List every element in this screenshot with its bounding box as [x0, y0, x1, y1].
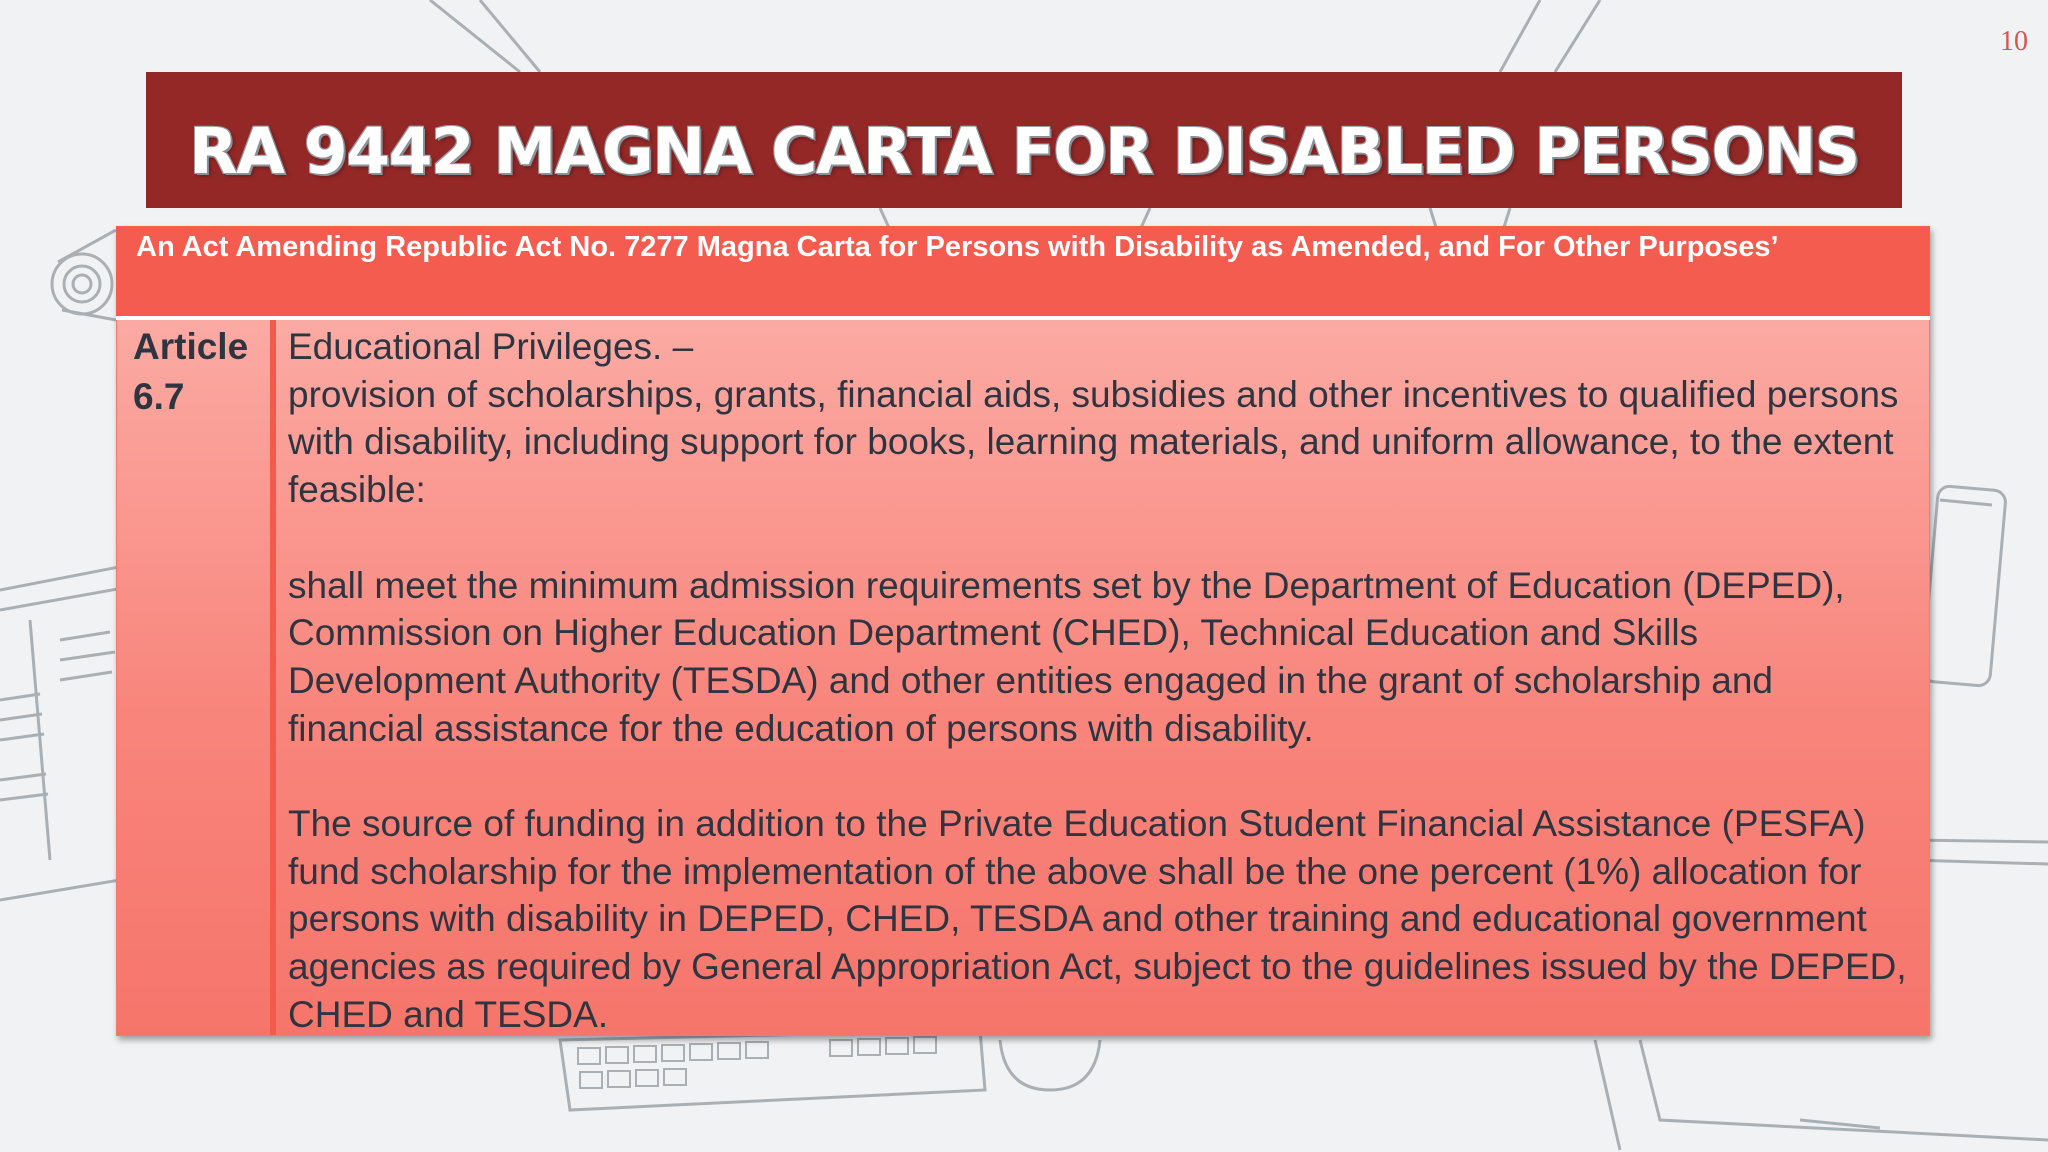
content-cell [288, 320, 1918, 1039]
content-paragraph-3: The source of funding in addition to the Private Education Student Financial Assistance (PESFA) fund scholarship for the implementation of the above shall be the one percent (1%) allocation for persons with disability in DEPED, CHED, TESDA and other training and educational government agencies as required by General Appropriation Act, subject to the guidelines issued by the DEPED, CHED and TESDA. [288, 803, 1907, 1035]
content-paragraph-2: shall meet the minimum admission requirements set by the Department of Education (DEPED), Commission on Higher Education Department (CHED), Technical Education and Skills Development Authority (TESDA) and other entities engaged in the grant of scholarship and financial assistance for the education of persons with disability. [288, 564, 1845, 749]
content-table [116, 226, 1930, 1036]
slide-title: RA 9442 MAGNA CARTA FOR DISABLED PERSONS [189, 114, 1859, 188]
act-description: An Act Amending Republic Act No. 7277 Magna Carta for Persons with Disability as Amended, and For Other Purposes’ [136, 231, 1779, 263]
content-heading: Educational Privileges. – [288, 326, 694, 367]
slide-number: 10 [2000, 26, 2028, 57]
article-number: 6.7 [133, 376, 185, 417]
table-header [116, 226, 1930, 320]
title-bar [146, 72, 1902, 208]
paragraph-spacer [288, 514, 1918, 562]
content-paragraph-1: provision of scholarships, grants, financial aids, subsidies and other incentives to qualified persons with disability, including support for books, learning materials, and uniform allowance, to the extent feasible: [288, 373, 1899, 511]
paragraph-spacer [288, 752, 1918, 800]
article-cell [117, 320, 276, 1035]
table-body [116, 320, 1930, 1036]
article-label: Article [133, 326, 249, 367]
